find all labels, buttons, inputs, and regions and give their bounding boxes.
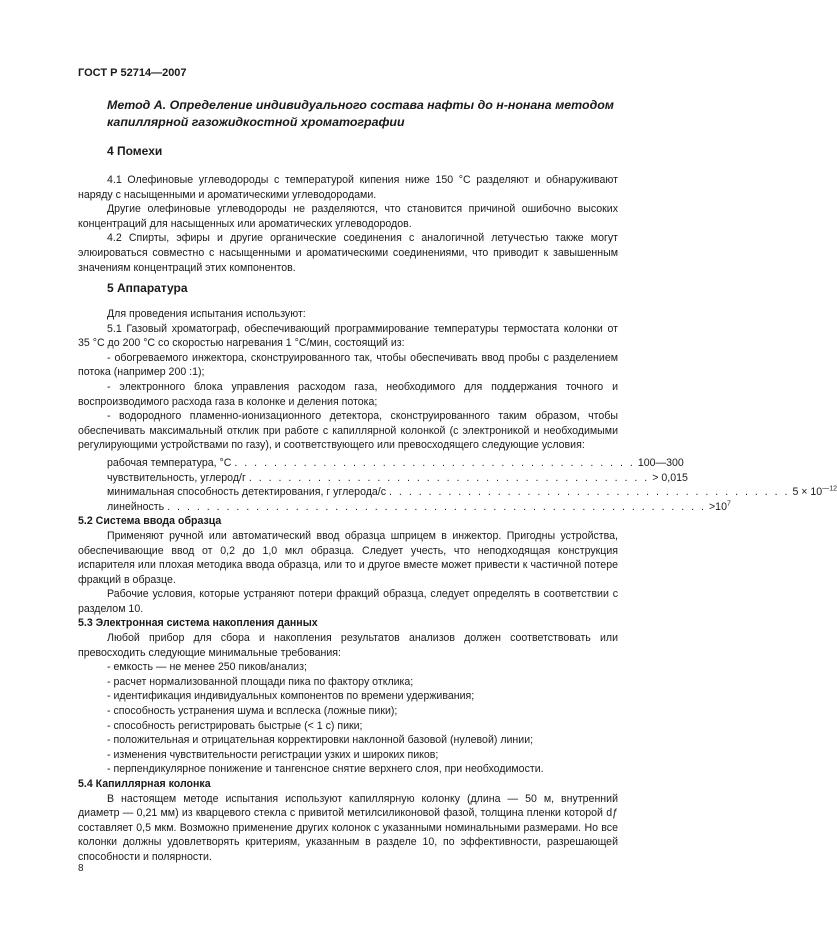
paragraph-4-2: 4.2 Спирты, эфиры и другие органические соединения с аналогичной летучестью также могут элюироваться совместно с насыщенными и ароматическими соединениями, что приводит к завышенным значениям концентраций этих компонентов. bbox=[78, 232, 618, 274]
section-5-title: 5 Аппаратура bbox=[107, 281, 188, 295]
section-4-body bbox=[78, 173, 618, 275]
condition-row: чувствительность, углерод/г . . . . . . . . . . . . . . . . . . . . . . . . . . . . . . . . . . . . . . . . . > 0,015 bbox=[107, 471, 688, 484]
condition-value: 100—300 bbox=[637, 456, 684, 469]
list-item: - перпендикулярное понижение и тангенсное снятие верхнего слоя, при необходимости. bbox=[107, 763, 544, 776]
bullet-flow-control: - электронного блока управления расходом газа, необходимого для поддержания точного и воспроизводимого расхода газа в колонке и деления потока; bbox=[78, 380, 618, 408]
bullet-detector: - водородного пламенно-ионизационного детектора, сконструированного таким образом, чтобы обеспечивать максимальный отклик при работе с капиллярной колонкой (с электроникой и необходимыми регулирующими устройствами по газу), и соответствующего или превосходящего следующие условия: bbox=[78, 410, 618, 452]
subsection-5-4-title: 5.4 Капиллярная колонка bbox=[78, 778, 211, 790]
condition-row: линейность . . . . . . . . . . . . . . . . . . . . . . . . . . . . . . . . . . . . . . . . . . . . . . . . . . . . . . . $>10^7$ bbox=[107, 500, 731, 513]
condition-value: > 0,015 bbox=[652, 471, 688, 484]
paragraph-4-1-b: Другие олефиновые углеводороды не разделяются, что становится причиной ошибочно высоких концентраций для насыщенных или ароматических углеводородов. bbox=[78, 203, 618, 230]
paragraph-5-2-a: Применяют ручной или автоматический ввод образца шприцем в инжектор. Пригодны устройства, обеспечивающие ввод от 0,2 до 1,0 мкл образца. Следует учесть, что неподходящая конструкция испарителя или плохая методика ввода образца, или то и другое вместе может привести к частичной потере фракций в образце. bbox=[78, 529, 618, 586]
list-item: - способность устранения шума и всплеска (ложные пики); bbox=[107, 705, 398, 718]
condition-row: рабочая температура, °С . . . . . . . . . . . . . . . . . . . . . . . . . . . . . . . . . . . . . . . . . 100—300 bbox=[107, 456, 684, 469]
bullet-injector: - обогреваемого инжектора, сконструированного так, чтобы обеспечивать ввод пробы с разделением потока (например 200 :1); bbox=[78, 351, 618, 379]
paragraph-5-intro: Для проведения испытания используют: bbox=[107, 308, 306, 320]
condition-label: линейность bbox=[107, 500, 165, 513]
condition-label: минимальная способность детектирования, г углерода/с bbox=[107, 486, 387, 499]
paragraph-5-2-b: Рабочие условия, которые устраняют потери фракций образца, следует определять в соответствии с разделом 10. bbox=[78, 588, 618, 615]
condition-value: $>10^7$ bbox=[709, 500, 731, 513]
paragraph-5-4: В настоящем методе испытания используют капиллярную колонку (длина — 50 м, внутренний диаметр — 0,21 мм) из кварцевого стекла с привитой метилсиликоновой фазой, толщина пленки которой dƒ составляет 0,5 мкм. Возможно применение других колонок с указанными номинальными размерами. Но все колонки должны удовлетворять критериям, указанным в разделе 10, по эффективности, разрешающей способности и полярности. bbox=[78, 792, 618, 863]
paragraph-5-3: Любой прибор для сбора и накопления результатов анализов должен соответствовать или превосходить следующие минимальные требования: bbox=[78, 632, 618, 659]
list-item: - изменения чувствительности регистрации узких и широких пиков; bbox=[107, 748, 439, 761]
condition-label: чувствительность, углерод/г bbox=[107, 471, 246, 484]
document-header: ГОСТ Р 52714—2007 bbox=[78, 67, 187, 79]
paragraph-5-1: 5.1 Газовый хроматограф, обеспечивающий программирование температуры термостата колонки от 35 °С до 200 °С со скоростью нагревания 1 °С/мин, состоящий из: bbox=[78, 322, 618, 350]
condition-row: минимальная способность детектирования, г углерода/с . . . . . . . . . . . . . . . . . . . . . . . . . . . . . . . . . . . . . . . . . $5 \times 10^{—12}$ bbox=[107, 485, 837, 499]
subsection-5-2-title: 5.2 Система ввода образца bbox=[78, 515, 222, 528]
list-item: - идентификация индивидуальных компонентов по времени удерживания; bbox=[107, 690, 475, 703]
detector-conditions bbox=[107, 456, 837, 514]
section-5-body bbox=[78, 307, 837, 865]
list-item: - способность регистрировать быстрые (< 1 с) пики; bbox=[107, 719, 363, 732]
list-item: - емкость — не менее 250 пиков/анализ; bbox=[107, 661, 307, 674]
section-4-title: 4 Помехи bbox=[107, 144, 163, 158]
condition-label: рабочая температура, °С bbox=[107, 456, 232, 469]
subsection-5-3-title: 5.3 Электронная система накопления данных bbox=[78, 617, 318, 630]
page-number: 8 bbox=[78, 863, 84, 874]
paragraph-4-1: 4.1 Олефиновые углеводороды с температурой кипения ниже 150 °С разделяют и обнаруживают наряду с насыщенными и ароматическими углеводородами. bbox=[78, 174, 618, 201]
list-item: - расчет нормализованной площади пика по фактору отклика; bbox=[107, 675, 414, 688]
condition-value: $5 \times 10^{—12}$ bbox=[792, 485, 837, 499]
list-item: - положительная и отрицательная корректировки наклонной базовой (нулевой) линии; bbox=[107, 734, 534, 747]
method-title: Метод А. Определение индивидуального состава нафты до н-нонана методом капиллярной газожидкостной хроматографии bbox=[107, 98, 614, 129]
